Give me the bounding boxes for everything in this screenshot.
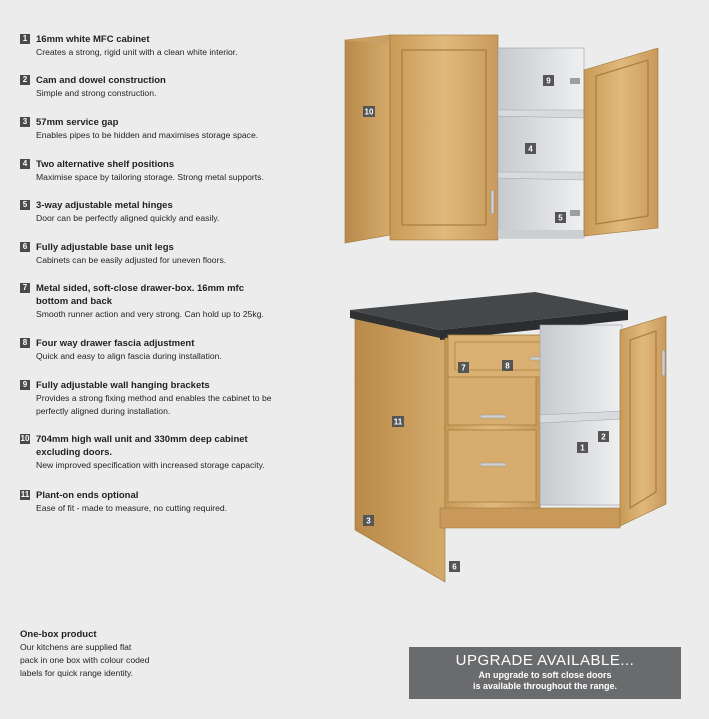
feature-item (20, 33, 340, 59)
door-handle (491, 190, 494, 214)
feature-number-badge: 10 (20, 434, 30, 443)
base-unit-door (620, 316, 666, 526)
svg-text:8: 8 (505, 361, 510, 371)
feature-title: Cam and dowel construction (36, 75, 166, 86)
one-box-note (20, 628, 150, 680)
cabinet-illustration (340, 30, 680, 590)
upgrade-banner (409, 647, 681, 699)
feature-title: Fully adjustable base unit legs (36, 242, 174, 253)
feature-item (20, 116, 340, 142)
feature-description: Enables pipes to be hidden and maximises storage space. (36, 130, 259, 140)
marker-9 (543, 75, 554, 86)
one-box-text: Our kitchens are supplied flat pack in one box with colour coded labels for quick range identity. (20, 642, 150, 678)
feature-number-badge: 8 (20, 338, 30, 348)
plinth (440, 508, 620, 528)
feature-title: 3-way adjustable metal hinges (36, 200, 173, 211)
upgrade-line-2: is available throughout the range. (472, 681, 618, 691)
feature-title: 57mm service gap (36, 117, 119, 128)
feature-description: Maximise space by tailoring storage. Strong metal supports. (36, 172, 264, 182)
wall-unit-right-door (584, 48, 658, 236)
marker-2 (598, 431, 609, 442)
wall-unit-interior (498, 48, 584, 238)
feature-item (20, 241, 340, 267)
feature-number-badge: 2 (20, 75, 30, 85)
svg-text:7: 7 (461, 363, 466, 373)
marker-8 (502, 360, 513, 371)
feature-number-badge: 1 (20, 34, 30, 44)
feature-description: Creates a strong, rigid unit with a clean white interior. (36, 47, 238, 57)
svg-text:6: 6 (452, 562, 457, 572)
feature-description: Cabinets can be easily adjusted for uneven floors. (36, 255, 227, 265)
feature-item (20, 489, 340, 515)
marker-3 (363, 515, 374, 526)
feature-item (20, 158, 340, 184)
marker-5 (555, 212, 566, 223)
svg-text:4: 4 (528, 144, 533, 154)
feature-title: Metal sided, soft-close drawer-box. 16mm mfc bottom and back (36, 283, 245, 307)
marker-7 (458, 362, 469, 373)
feature-description: Smooth runner action and very strong. Can hold up to 25kg. (36, 309, 264, 319)
feature-number-badge: 7 (20, 283, 30, 293)
base-unit (350, 292, 666, 582)
svg-text:10: 10 (364, 107, 374, 117)
svg-text:9: 9 (546, 76, 551, 86)
feature-number-badge: 3 (20, 117, 30, 127)
svg-text:2: 2 (601, 432, 606, 442)
feature-number-badge: 6 (20, 242, 30, 252)
wall-unit-left-door (390, 35, 498, 240)
feature-description: Simple and strong construction. (36, 88, 157, 98)
upgrade-line-1: An upgrade to soft close doors (478, 670, 612, 680)
svg-text:11: 11 (393, 417, 403, 427)
feature-description: New improved specification with increased storage capacity. (36, 460, 265, 470)
upgrade-heading: UPGRADE AVAILABLE... (455, 652, 635, 669)
feature-description: Provides a strong fixing method and enables the cabinet to be perfectly aligned during installation. (36, 393, 272, 416)
one-box-title: One-box product (20, 629, 97, 640)
marker-1 (577, 442, 588, 453)
marker-10 (363, 106, 375, 117)
feature-item (20, 337, 340, 363)
feature-number-badge: 9 (20, 380, 30, 390)
svg-text:5: 5 (558, 213, 563, 223)
svg-text:1: 1 (580, 443, 585, 453)
feature-item (20, 199, 340, 225)
marker-6 (449, 561, 460, 572)
wall-unit (345, 35, 658, 243)
base-unit-side-panel (355, 313, 445, 582)
feature-item (20, 74, 340, 100)
feature-number-badge: 4 (20, 159, 30, 169)
feature-number-badge: 11 (20, 490, 30, 499)
marker-4 (525, 143, 536, 154)
feature-item (20, 282, 340, 321)
feature-item (20, 433, 340, 472)
feature-title: Plant-on ends optional (36, 490, 139, 501)
feature-title: 704mm high wall unit and 330mm deep cabinet excluding doors. (36, 434, 248, 458)
feature-title: Two alternative shelf positions (36, 159, 175, 170)
feature-title: 16mm white MFC cabinet (36, 34, 150, 45)
feature-title: Fully adjustable wall hanging brackets (36, 380, 210, 391)
feature-description: Ease of fit - made to measure, no cutting required. (36, 503, 228, 513)
feature-title: Four way drawer fascia adjustment (36, 338, 195, 349)
feature-description: Door can be perfectly aligned quickly and easily. (36, 213, 220, 223)
feature-item (20, 379, 340, 418)
feature-description: Quick and easy to align fascia during installation. (36, 351, 222, 361)
svg-text:3: 3 (366, 516, 371, 526)
feature-number-badge: 5 (20, 200, 30, 210)
marker-11 (392, 416, 404, 427)
